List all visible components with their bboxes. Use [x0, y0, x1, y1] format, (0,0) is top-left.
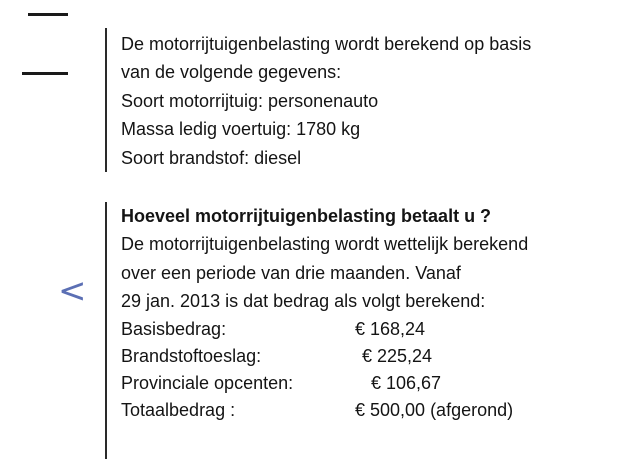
- amount-label: Brandstoftoeslag:: [121, 345, 262, 366]
- amount-row-provinciale-opcenten: [121, 370, 528, 397]
- vehicle-type-line: Soort motorrijtuig: personenauto: [121, 90, 379, 111]
- vehicle-mass-line: Massa ledig voertuig: 1780 kg: [121, 119, 361, 140]
- amount-value: € 225,24: [362, 345, 433, 366]
- total-amount-value: € 500,00 (afgerond): [355, 399, 514, 420]
- text-line: over een periode van drie maanden. Vanaf: [121, 262, 461, 283]
- margin-line-block1: [105, 28, 107, 172]
- margin-dash-top: [28, 13, 68, 16]
- amount-value: € 168,24: [355, 318, 426, 339]
- text-line: 29 jan. 2013 is dat bedrag als volgt berekend:: [121, 291, 486, 312]
- text-line: De motorrijtuigenbelasting wordt berekend op basis: [121, 34, 532, 54]
- fuel-type-line: Soort brandstof: diesel: [121, 147, 302, 168]
- amount-label: Totaalbedrag :: [121, 399, 236, 420]
- tax-calculation-block: [121, 202, 528, 424]
- margin-line-block2: [105, 202, 107, 459]
- amount-label: Provinciale opcenten:: [121, 372, 294, 393]
- amount-value: € 106,67: [371, 372, 442, 393]
- section-heading: Hoeveel motorrijtuigenbelasting betaalt u ?: [121, 206, 492, 226]
- text-line: De motorrijtuigenbelasting wordt wettelijk berekend: [121, 234, 529, 255]
- amount-row-totaalbedrag: [121, 397, 528, 424]
- amount-row-basisbedrag: [121, 316, 528, 343]
- amount-row-brandstoftoeslag: [121, 343, 528, 370]
- handwritten-margin-mark: <: [58, 271, 87, 311]
- amount-label: Basisbedrag:: [121, 318, 227, 339]
- margin-dash-middle: [22, 72, 68, 75]
- vehicle-details-block: [121, 30, 531, 172]
- text-line: van de volgende gegevens:: [121, 62, 342, 83]
